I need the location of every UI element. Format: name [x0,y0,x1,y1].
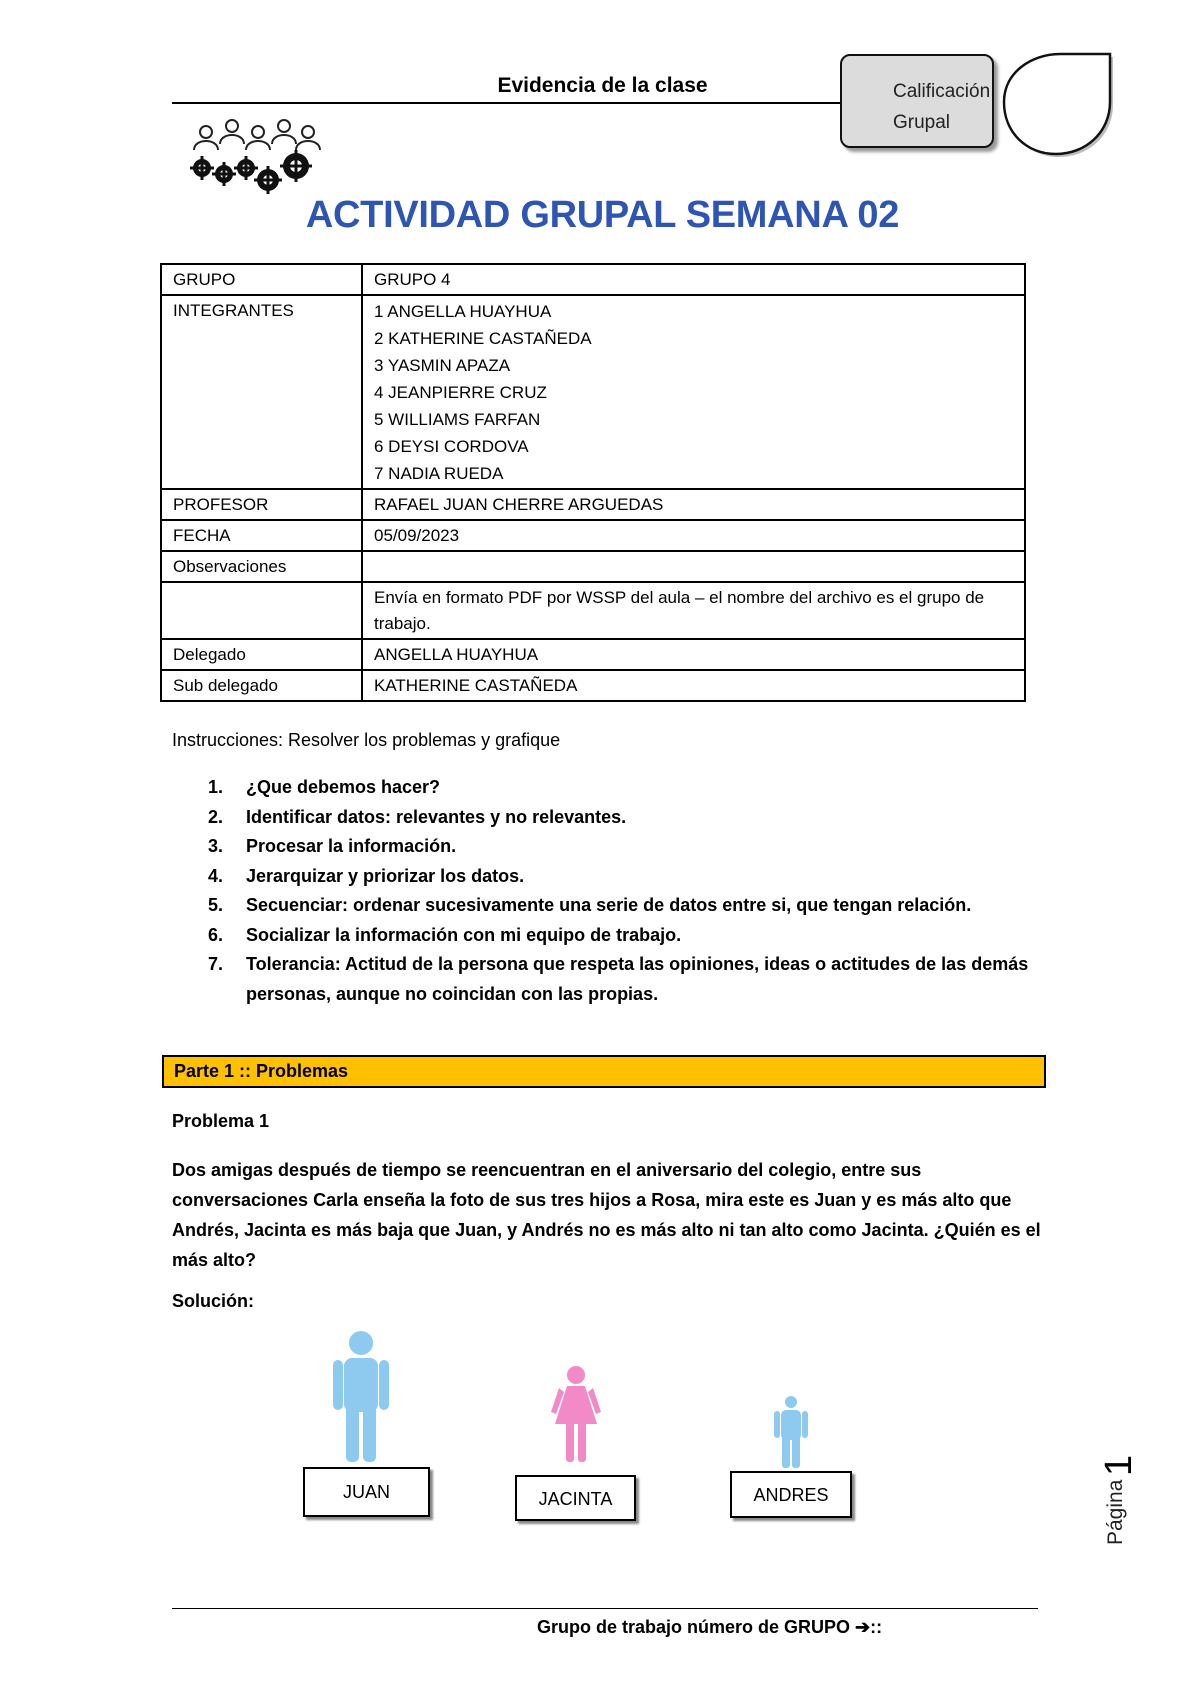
header-title: Evidencia de la clase [497,74,708,97]
list-item [172,921,1052,951]
table-row [161,489,1025,520]
page-label: Página [1104,1479,1127,1545]
grade-score-shape [994,50,1116,162]
group-info-table [160,263,1026,702]
step-number: 1. [208,777,224,797]
table-row [161,264,1025,295]
table-row [161,295,1025,489]
problem-text: Dos amigas después de tiempo se reencuentran en el aniversario del colegio, entre sus conversaciones Carla enseña la foto de sus tres hijos a Rosa, mira este es Juan y es más alto que Andrés, Jacinta es más baja que Juan, y Andrés no es más alto ni tan alto como Jacinta. ¿Quién es el más alto? [172,1160,1041,1270]
problem-title: Problema 1 [172,1111,270,1131]
subdelegado-label: Sub delegado [161,670,362,701]
observaciones-label: Observaciones [161,551,362,582]
step-text: Socializar la información con mi equipo de trabajo. [246,924,682,945]
list-item [172,891,1052,921]
member-item: 5 WILLIAMS FARFAN [374,410,541,429]
member-item: 3 YASMIN APAZA [374,356,511,375]
table-row [161,639,1025,670]
table-row [161,520,1025,551]
grupo-value: GRUPO 4 [362,264,1025,295]
subdelegado-value: KATHERINE CASTAÑEDA [362,670,1025,701]
step-number: 6. [208,924,224,945]
member-item: 7 NADIA RUEDA [374,464,504,483]
delegado-label: Delegado [161,639,362,670]
header-divider [172,102,846,104]
step-number: 2. [208,806,224,827]
main-title: ACTIVIDAD GRUPAL SEMANA 02 [305,194,900,236]
footer-divider [172,1608,1038,1609]
member-item: 2 KATHERINE CASTAÑEDA [374,329,592,348]
submission-note: Envía en formato PDF por WSSP del aula – el nombre del archivo es el grupo de trabajo. [362,582,1025,639]
solution-label: Solución: [172,1291,254,1311]
male-person-icon [333,1331,389,1462]
member-item: 6 DEYSI CORDOVA [374,437,529,456]
fecha-value: 05/09/2023 [362,520,1025,551]
grade-label-line1: Calificación [893,81,991,102]
grade-label [893,76,990,138]
step-text: Tolerancia: Actitud de la persona que respeta las opiniones, ideas o actitudes de las demás personas, aunque no coincidan con las propias. [246,954,1029,1004]
empty-cell [161,582,362,639]
step-number: 5. [208,895,224,915]
footer-text: Grupo de trabajo número de GRUPO ➔:: [537,1617,883,1637]
list-item [172,862,1052,892]
profesor-label: PROFESOR [161,489,362,520]
list-item [172,832,1052,862]
step-text: Procesar la información. [246,836,457,856]
list-item [172,773,1052,803]
list-item [172,950,1052,1009]
female-person-icon [549,1366,603,1462]
member-item: 4 JEANPIERRE CRUZ [374,383,547,402]
delegado-value: ANGELLA HUAYHUA [362,639,1025,670]
step-text: Jerarquizar y priorizar los datos. [246,865,525,886]
step-text: Identificar datos: relevantes y no relevantes. [246,806,627,827]
table-row [161,551,1025,582]
step-number: 3. [208,836,224,856]
observaciones-value [362,551,1025,582]
name-box-jacinta: JACINTA [515,1475,636,1521]
name-box-andres: ANDRES [730,1471,852,1518]
instructions-intro: Instrucciones: Resolver los problemas y grafique [172,730,561,750]
male-person-icon [774,1396,808,1468]
page-number: 1 [1098,1454,1140,1476]
part-1-header: Parte 1 :: Problemas [162,1055,1046,1088]
grade-label-line2: Grupal [893,112,951,133]
table-row [161,582,1025,639]
member-item: 1 ANGELLA HUAYHUA [374,302,552,321]
fecha-label: FECHA [161,520,362,551]
step-number: 4. [208,865,224,886]
step-text: Secuenciar: ordenar sucesivamente una serie de datos entre si, que tengan relación. [246,895,972,915]
profesor-value: RAFAEL JUAN CHERRE ARGUEDAS [362,489,1025,520]
integrantes-list [362,295,1025,489]
step-number: 7. [208,954,224,974]
table-row [161,670,1025,701]
grupo-label: GRUPO [161,264,362,295]
step-text: ¿Que debemos hacer? [246,777,441,797]
name-box-juan: JUAN [303,1467,430,1517]
list-item [172,803,1052,833]
integrantes-label: INTEGRANTES [161,295,362,489]
instructions-list [172,773,1052,1009]
